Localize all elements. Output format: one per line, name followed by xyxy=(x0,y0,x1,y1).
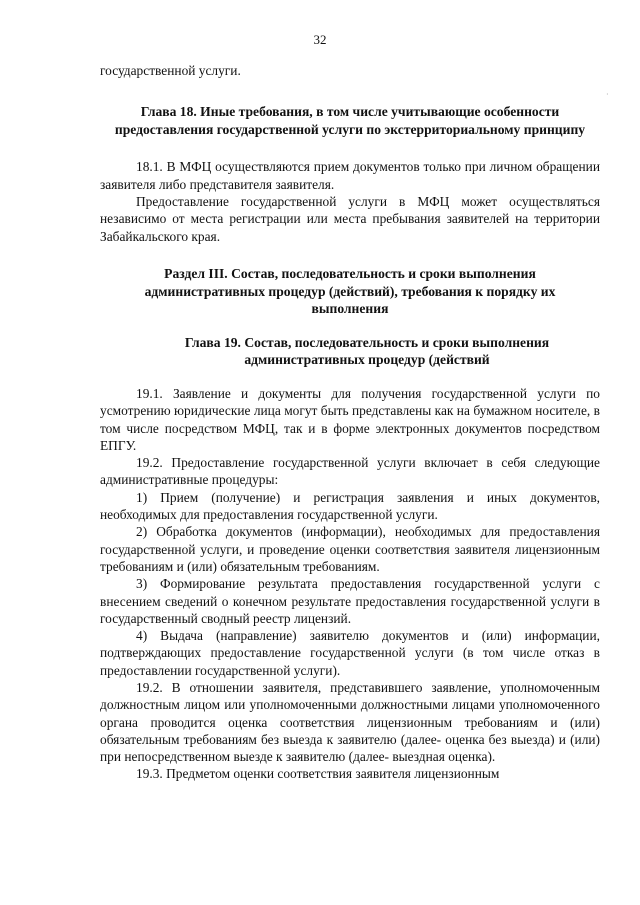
list-item-4: 4) Выдача (направление) заявителю документов и (или) информации, подтверждающих предоставление государственной услуги (в том числе отказ в предоставлении государственной услуги). xyxy=(100,628,600,678)
page-number: 32 xyxy=(313,32,327,47)
paragraph-18-2: Предоставление государственной услуги в МФЦ может осуществляться независимо от места регистрации или места пребывания заявителей на территории Забайкальского края. xyxy=(100,194,600,244)
paragraph-19-1: 19.1. Заявление и документы для получения государственной услуги по усмотрению юридические лица могут быть представлены как на бумажном носителе, в том числе посредством МФЦ, так и в форме электронных документов посредством ЕПГУ. xyxy=(100,385,600,453)
paragraph-19-2: 19.2. Предоставление государственной услуги включает в себя следующие административные процедуры: xyxy=(100,455,600,488)
list-item-3: 3) Формирование результата предоставления государственной услуги с внесением сведений о конечном результате предоставления государственной услуги в государственный сводный реестр лицензий. xyxy=(100,576,600,626)
paragraph-19-2-assessment: 19.2. В отношении заявителя, представившего заявление, уполномоченным должностным лицом или уполномоченными должностными лицами уполномоченного органа проводится оценка соответствия лицензионным требованиям и (или) обязательным требованиям без выезда к заявителю (далее- оценка без выезда) и (или) при непосредственном выезде к заявителю (далее- выездная оценка). xyxy=(100,679,600,765)
paragraph-18-1: 18.1. В МФЦ осуществляются прием документов только при личном обращении заявителя либо представителя заявителя. xyxy=(100,159,600,192)
chapter-18-heading: Глава 18. Иные требования, в том числе учитывающие особенности предоставления государственной услуги по экстерриториальному принципу xyxy=(114,104,586,137)
paragraph-19-3: 19.3. Предметом оценки соответствия заявителя лицензионным xyxy=(136,766,500,782)
list-item-2: 2) Обработка документов (информации), необходимых для предоставления государственной услуги, и проведение оценки соответствия заявителя лицензионным требованиям и (или) обязательным требованиям. xyxy=(100,524,600,574)
list-item-1: 1) Прием (получение) и регистрация заявления и иных документов, необходимых для предоставления государственной услуги. xyxy=(100,489,600,523)
chapter-19-heading: Глава 19. Состав, последовательность и сроки выполнения административных процедур (действий xyxy=(184,334,550,368)
continuation-line: государственной услуги. xyxy=(100,63,241,78)
margin-mark: · xyxy=(606,90,609,99)
section-3-heading: Раздел III. Состав, последовательность и сроки выполнения административных процедур (действий), требования к порядку их выполнения xyxy=(144,265,556,317)
page-body xyxy=(100,62,600,783)
